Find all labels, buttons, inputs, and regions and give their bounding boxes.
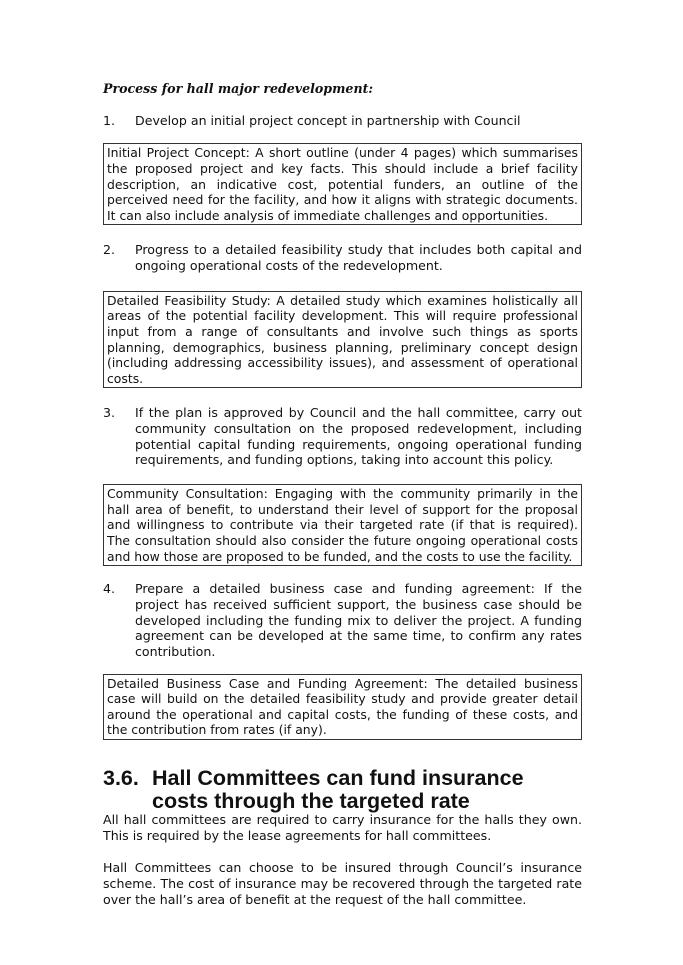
- step-2: [103, 242, 582, 273]
- step-number: 3.: [103, 405, 116, 421]
- step-text: Progress to a detailed feasibility study that includes both capital and ongoing operational costs of the redevelopment.: [135, 242, 582, 274]
- section-number: 3.6.: [103, 766, 139, 791]
- step-number: 2.: [103, 242, 116, 258]
- feasibility-study-box: Detailed Feasibility Study: A detailed study which examines holistically all areas of the potential facility development. This will require professional input from a range of consultants and involve such things as sports planning, demographics, business planning, preliminary concept design (including addressing accessibility issues), and assessment of operational costs.: [103, 291, 582, 389]
- section-paragraph-2: Hall Committees can choose to be insured through Council’s insurance scheme. The cost of insurance may be recovered through the targeted rate over the hall’s area of benefit at the request of the hall committee.: [103, 860, 582, 907]
- step-number: 1.: [103, 112, 116, 128]
- section-title: Hall Committees can fund insurance costs through the targeted rate: [152, 766, 524, 813]
- business-case-box: Detailed Business Case and Funding Agreement: The detailed business case will build on the detailed feasibility study and provide greater detail around the operational and capital costs, the funding of these costs, and the contribution from rates (if any).: [103, 674, 582, 740]
- step-text: If the plan is approved by Council and the hall committee, carry out community consultation on the proposed redevelopment, including potential capital funding requirements, ongoing operational funding requirements, and funding options, taking into account this policy.: [135, 405, 582, 468]
- step-1: [103, 113, 582, 129]
- step-text: Develop an initial project concept in partnership with Council: [135, 112, 521, 128]
- step-text: Prepare a detailed business case and funding agreement: If the project has received sufficient support, the business case should be developed including the funding mix to deliver the project. A funding agreement can be developed at the same time, to confirm any rates contribution.: [135, 581, 582, 659]
- process-title: Process for hall major redevelopment:: [103, 81, 374, 96]
- step-4: [103, 581, 582, 660]
- step-number: 4.: [103, 581, 116, 597]
- community-consultation-box: Community Consultation: Engaging with the community primarily in the hall area of benefit, to understand their level of support for the proposal and willingness to contribute via their targeted rate (if that is required). The consultation should also consider the future ongoing operational costs and how those are proposed to be funded, and the costs to use the facility.: [103, 484, 582, 566]
- section-paragraph-1: All hall committees are required to carry insurance for the halls they own. This is required by the lease agreements for hall committees.: [103, 812, 582, 843]
- step-3: [103, 405, 582, 468]
- section-heading: [103, 767, 582, 812]
- initial-concept-box: Initial Project Concept: A short outline (under 4 pages) which summarises the proposed project and key facts. This should include a brief facility description, an indicative cost, potential funders, an outline of the perceived need for the facility, and how it aligns with strategic documents. It can also include analysis of immediate challenges and opportunities.: [103, 143, 582, 225]
